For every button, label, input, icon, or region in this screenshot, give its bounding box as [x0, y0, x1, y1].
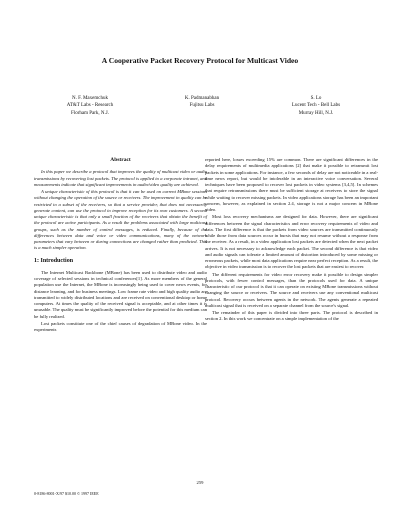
paper-title: A Cooperative Packet Recovery Protocol for Multicast Video: [101, 56, 299, 65]
body-paragraph: The different requirements for video error recovery make it possible to design simpler protocols, with fewer control messages, than the protocols used for data. A unique characteristic of our protocol is that it can operate on existing MBone transmissions without changing the source or receivers. The source and receivers use any conventional multicast protocol. Recovery occurs between agents in the network. The agents generate a repeated multicast signal that is received on a separate channel from the source's signal.: [205, 271, 378, 308]
author-name: S. Lo: [310, 96, 322, 101]
abstract-paragraph: In this paper we describe a protocol that improves the quality of multicast video or audio transmissions by recovering lost packets. The protocol is applied to a corporate intranet, and measurements indicate that significant improvements in audio/video quality are achieved.: [34, 169, 207, 187]
author-block-3: [261, 95, 371, 117]
author-org: Fujitsu Labs: [189, 103, 215, 109]
abstract: [34, 169, 207, 251]
abstract-paragraph: A unique characteristic of this protocol is that it can be used on current MBone sessions without changing the operation of the source or receivers. The improvement in quality can be restricted to a subset of the receivers, so that a service provider, that does not necessarily generate content, can use the protocol to improve reception for its own customers. A second unique characteristic is that only a small fraction of the receivers that obtain the benefit of the protocol are active participants. As a result the problems associated with large multicast groups, such as the number of control messages, is reduced. Finally, because of the differences between data and voice or video communications, many of the network parameters that vary between or during connections are changed rather than predicted. This is a much simpler operation.: [34, 189, 207, 251]
author-block-2: [147, 95, 257, 110]
section-heading: 1: Introduction: [34, 257, 74, 264]
right-column: [205, 157, 378, 324]
author-org: AT&T Labs - Research: [66, 103, 114, 109]
body-paragraph: Most loss recovery mechanisms are designed for data. However, there are significant differences between the signal characteristics and error recovery requirements of video and data. The first difference is that the packets from video sources are transmitted continuously while those from data sources occur in bursts that may not resume without a response from the receiver. As a result, in a video application lost packets are detected when the next packet arrives. It is not necessary to acknowledge each packet. The second difference is that video and audio signals can tolerate a limited amount of distortion introduced by some missing or erroneous packets, while most data applications require near perfect reception. As a result, the objective in video transmission is to recover the lost packets that are easiest to recover.: [205, 214, 378, 270]
body-paragraph: The remainder of this paper is divided into three parts. The protocol is described in section 2. In this work we concentrate on a simple implementation of the: [205, 310, 378, 322]
author-block-1: [35, 95, 145, 117]
body-paragraph: reported here, losses exceeding 15% are common. There are significant differences in the delay requirements of multimedia applications [2] that make it possible to retransmit lost packets in some applications. For instance, a few seconds of delay are not noticeable in a real-time news report, but would be intolerable in an interactive voice conversation. Several techniques have been proposed to recover lost packets in video systems [3,4,5]. In schemes that require retransmissions there must be sufficient storage at receivers to store the signal while waiting to recover missing packets. In video applications storage has been an important concern, however, as explained in section 2.4, storage is not a major concern in MBone video.: [205, 157, 378, 212]
author-name: K. Padmanabhan: [184, 96, 220, 101]
author-location: Murray Hill, N.J.: [298, 110, 334, 116]
copyright-footer: 0-8186-8001-X/97 $10.00 © 1997 IEEE: [34, 491, 99, 496]
author-name: N. F. Maxemchuk: [72, 96, 108, 101]
body-paragraph: The Internet Multicast Backbone (MBone) has been used to distribute video and audio coverage of selected sessions in technical conferences[1]. As more members of the general population use the Internet, the MBone is increasingly being used to cover news events, for distance learning, and for business meetings. Low frame rate video and high quality audio are transmitted to widely distributed locations and are received on conventional desktop or home computers. At times the quality of the received signal is acceptable, and at other times it is unusable. The quality must be significantly improved before the potential for this medium can be fully realized.: [34, 269, 207, 319]
author-location: Florham Park, N.J.: [71, 110, 109, 116]
body-paragraph: Lost packets constitute one of the chief causes of degradation of MBone video. In the experiments: [34, 320, 207, 332]
left-column: [34, 157, 207, 334]
abstract-heading: Abstract: [110, 157, 131, 163]
author-org: Lucent Tech - Bell Labs: [291, 103, 341, 109]
page-number: 259: [196, 480, 204, 485]
